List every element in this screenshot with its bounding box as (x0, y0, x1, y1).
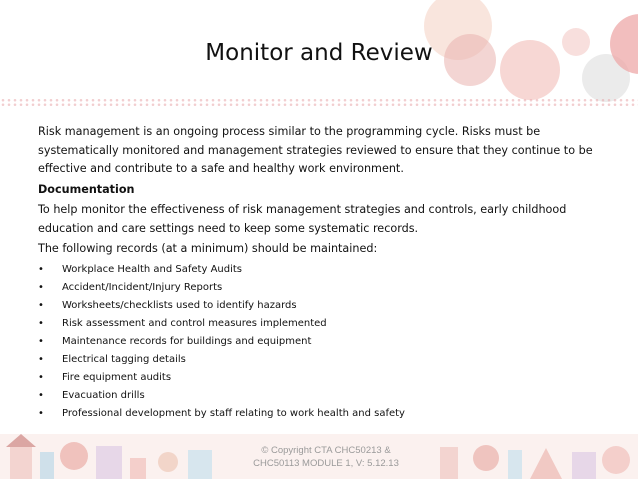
intro-paragraph: Risk management is an ongoing process similar to the programming cycle. Risks must be systematically monitored and management strategies reviewed to ensure that they continue to be effective and contribute to a safe and healthy work environment. (38, 125, 593, 175)
list-item-text: Fire equipment audits (62, 371, 172, 383)
bullet-icon: • (38, 407, 44, 419)
copyright-line-1: © Copyright CTA CHC50213 & (261, 445, 391, 456)
list-item (38, 261, 598, 279)
list-item (38, 369, 598, 387)
list-item (38, 405, 598, 423)
bullet-icon: • (38, 353, 44, 365)
list-item-text: Accident/Incident/Injury Reports (62, 281, 223, 293)
bullet-icon: • (38, 317, 44, 329)
copyright-footer (226, 444, 426, 470)
list-item-text: Worksheets/checklists used to identify hazards (62, 299, 297, 311)
list-item-text: Risk assessment and control measures implemented (62, 317, 327, 329)
list-item (38, 333, 598, 351)
list-item-text: Electrical tagging details (62, 353, 186, 365)
dotted-divider (0, 98, 638, 107)
list-item (38, 279, 598, 297)
list-item (38, 297, 598, 315)
list-item-text: Professional development by staff relating to work health and safety (62, 407, 405, 419)
list-item (38, 351, 598, 369)
documentation-paragraph: To help monitor the effectiveness of risk management strategies and controls, early childhood education and care settings need to keep some systematic records. (38, 203, 567, 235)
bullet-icon: • (38, 281, 44, 293)
records-list (38, 261, 598, 423)
slide-body (38, 123, 598, 423)
list-item-text: Workplace Health and Safety Audits (62, 263, 243, 275)
list-item (38, 387, 598, 405)
bullet-icon: • (38, 335, 44, 347)
slide-title: Monitor and Review (205, 40, 433, 66)
bullet-icon: • (38, 371, 44, 383)
records-intro: The following records (at a minimum) should be maintained: (38, 242, 378, 255)
bullet-icon: • (38, 263, 44, 275)
list-item-text: Maintenance records for buildings and equipment (62, 335, 312, 347)
list-item (38, 315, 598, 333)
bullet-icon: • (38, 389, 44, 401)
bullet-icon: • (38, 299, 44, 311)
list-item-text: Evacuation drills (62, 389, 145, 401)
documentation-heading: Documentation (38, 182, 135, 196)
copyright-line-2: CHC50113 MODULE 1, V: 5.12.13 (253, 458, 399, 469)
